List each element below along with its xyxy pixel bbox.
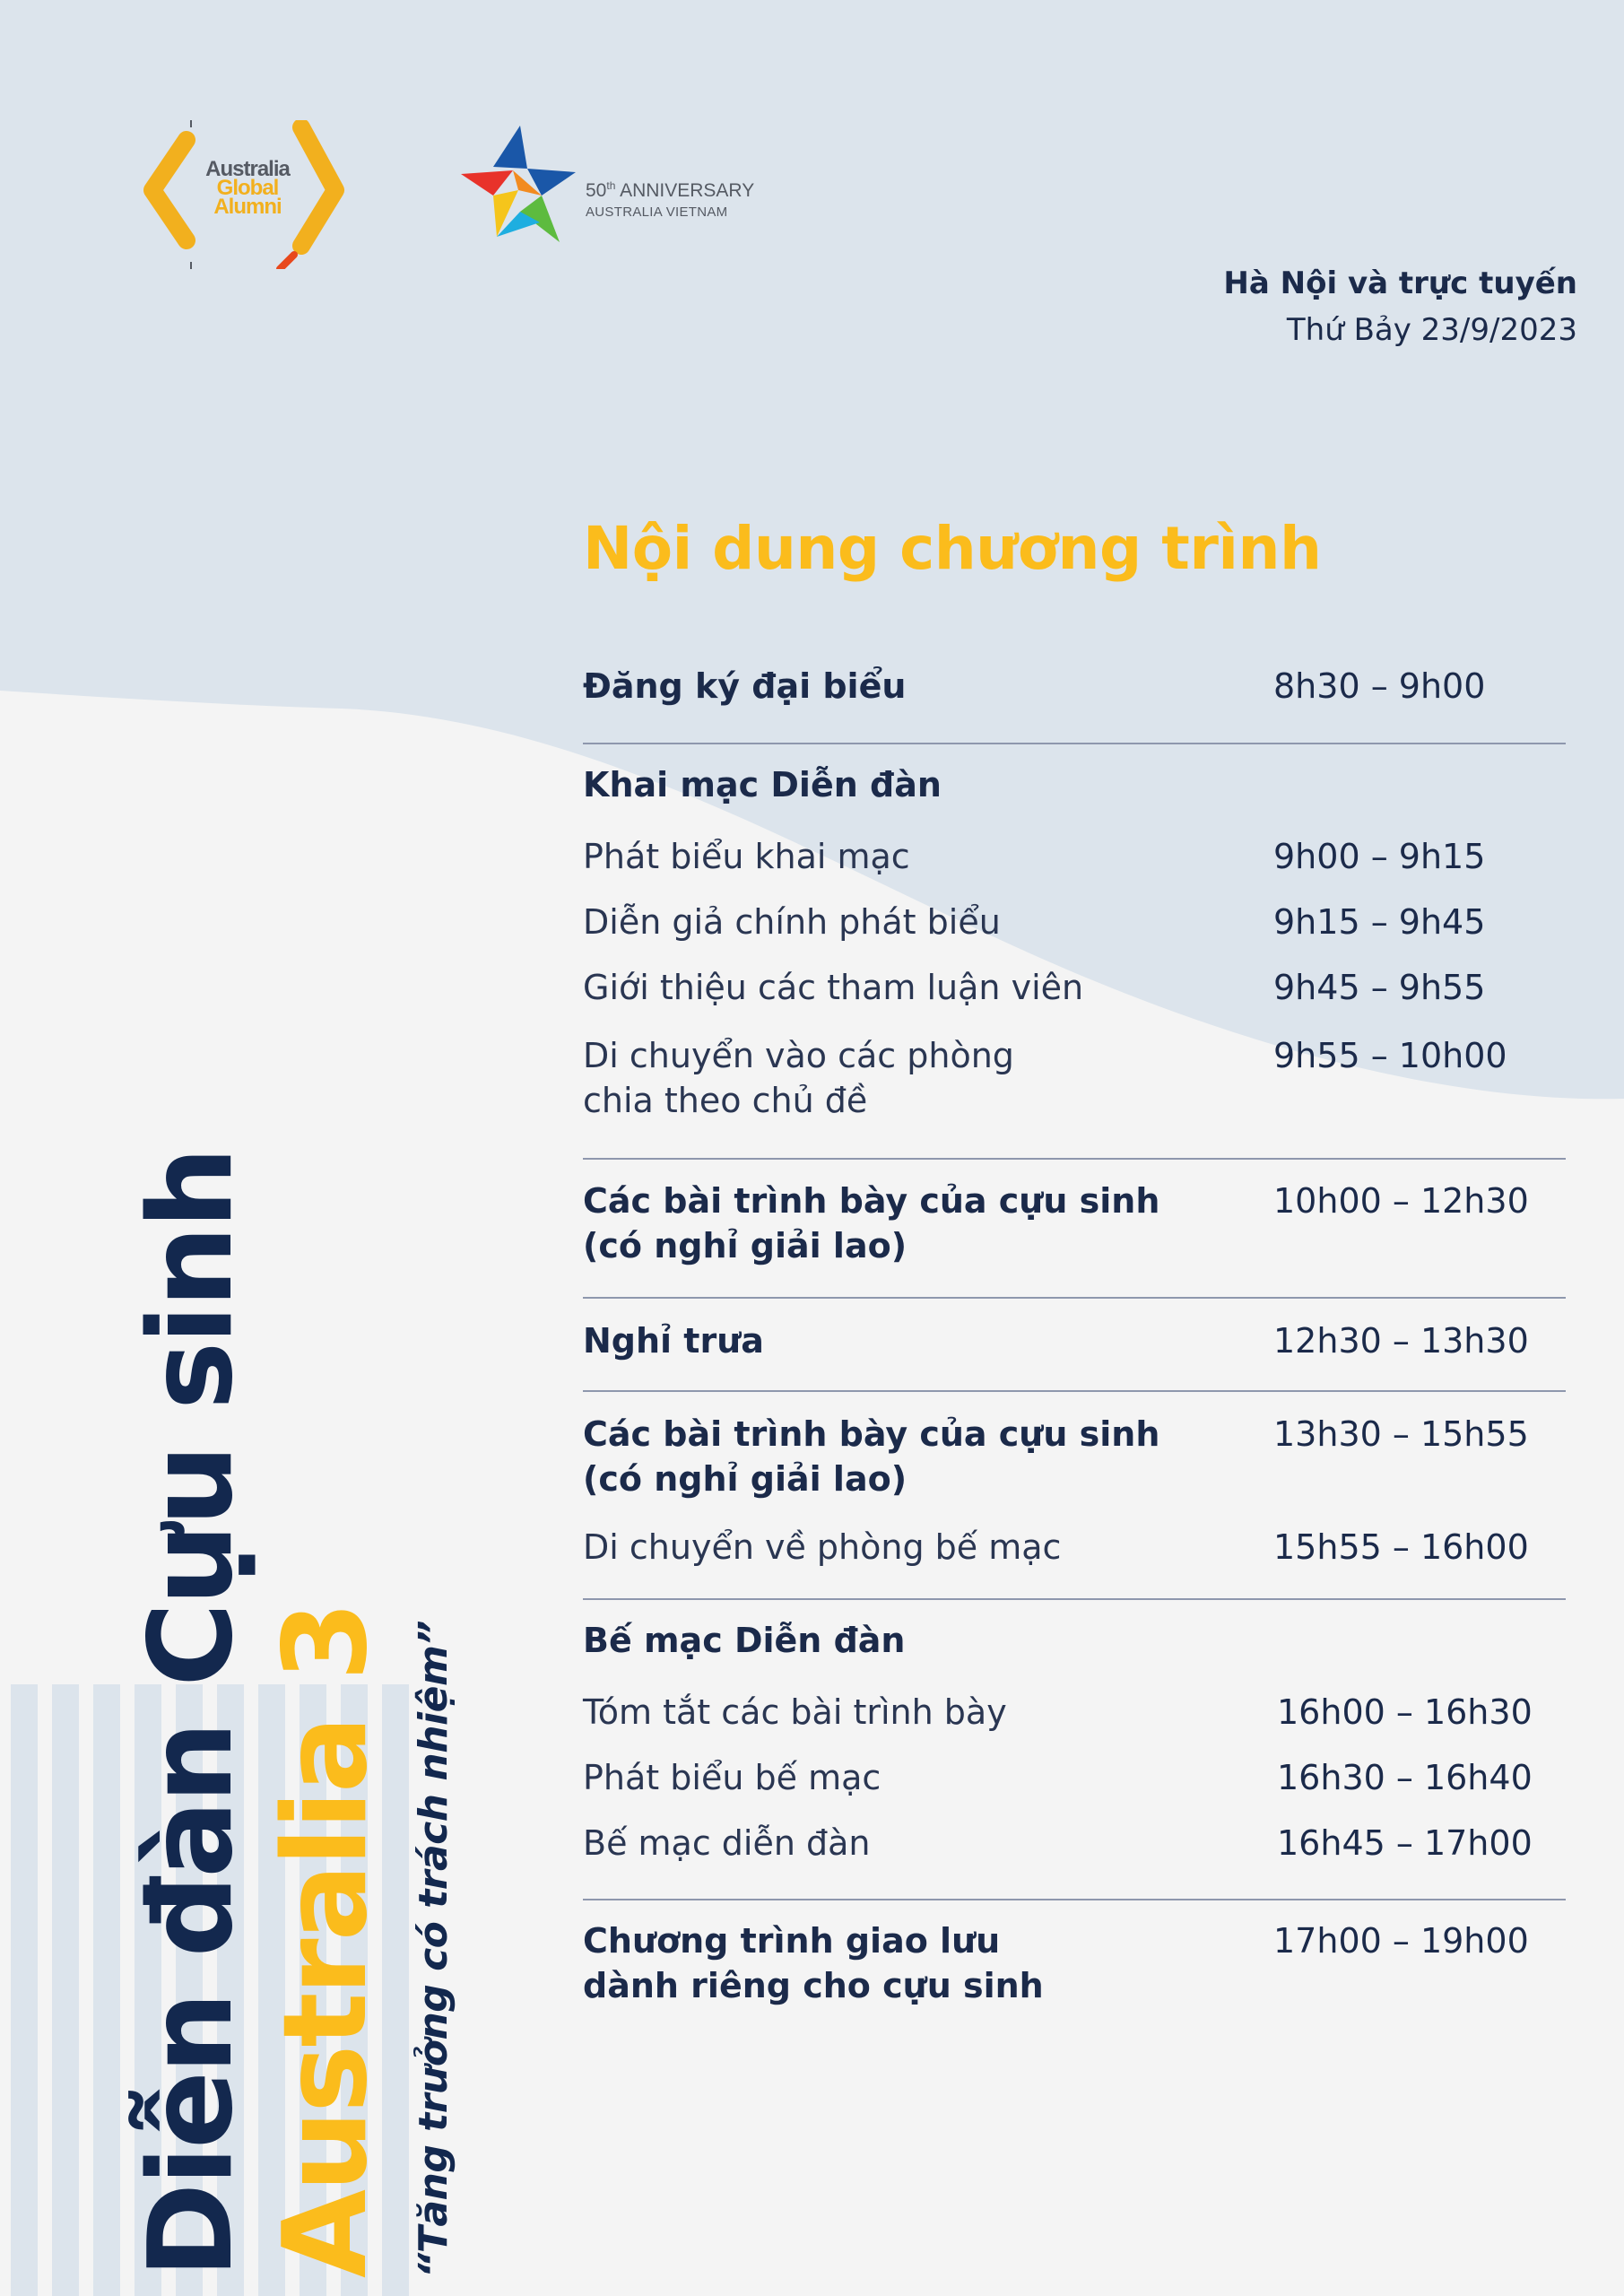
agenda-item-label: Diễn giả chính phát biểu: [583, 902, 1001, 942]
agenda-divider: [583, 1390, 1566, 1392]
aga-logo-text-3: Alumni: [213, 195, 282, 219]
agenda-divider: [583, 1598, 1566, 1600]
agenda-item-time: 17h00 – 19h00: [1273, 1921, 1529, 1961]
agenda-heading: Nội dung chương trình: [583, 514, 1322, 583]
anniversary-suffix: th: [606, 179, 616, 192]
agenda-item-label: Các bài trình bày của cựu sinh (có nghỉ giải lao): [583, 1181, 1160, 1265]
agenda-item-label: Di chuyển về phòng bế mạc: [583, 1527, 1062, 1567]
event-date: Thứ Bảy 23/9/2023: [1286, 312, 1577, 348]
agenda-item-label: Tóm tắt các bài trình bày: [583, 1692, 1007, 1732]
agenda-item-time: 9h15 – 9h45: [1273, 902, 1486, 942]
agenda-item-label: Khai mạc Diễn đàn: [583, 765, 942, 804]
anniversary-label: ANNIVERSARY: [620, 180, 755, 201]
anniversary-number: 50: [586, 180, 607, 201]
agenda-item-time: 9h45 – 9h55: [1273, 968, 1486, 1007]
australia-global-alumni-logo: [142, 120, 348, 269]
agenda-item-time: 15h55 – 16h00: [1273, 1527, 1529, 1567]
title-tagline: “Tăng trưởng có trách nhiệm”: [411, 1620, 456, 2278]
agenda-item-label: Chương trình giao lưu dành riêng cho cựu sinh: [583, 1921, 1044, 2005]
aga-logo-text-1: Australia: [205, 157, 290, 181]
agenda-divider: [583, 743, 1566, 744]
agenda-item-time: 8h30 – 9h00: [1273, 666, 1486, 706]
aga-logo-text-2: Global: [216, 176, 279, 200]
agenda-item-label: Bế mạc Diễn đàn: [583, 1621, 906, 1660]
agenda-item-label: Di chuyển vào các phòng chia theo chủ đề: [583, 1036, 1014, 1120]
agenda-item-time: 16h00 – 16h30: [1277, 1692, 1533, 1732]
event-meta: [1223, 265, 1577, 348]
agenda-divider: [583, 1158, 1566, 1160]
title-line-1: Diễn đàn Cựu sinh: [125, 1149, 258, 2278]
agenda-divider: [583, 1297, 1566, 1299]
agenda-item-label: Phát biểu khai mạc: [583, 837, 910, 876]
agenda-item-time: 10h00 – 12h30: [1273, 1181, 1529, 1221]
agenda-item-time: 16h45 – 17h00: [1277, 1823, 1533, 1863]
agenda-item-time: 9h55 – 10h00: [1273, 1036, 1507, 1075]
agenda-item-label: Đăng ký đại biểu: [583, 666, 907, 706]
agenda-item-label: Nghỉ trưa: [583, 1321, 764, 1361]
agenda-item-label: Giới thiệu các tham luận viên: [583, 968, 1084, 1007]
agenda-item-label: Các bài trình bày của cựu sinh (có nghỉ giải lao): [583, 1414, 1160, 1499]
agenda-item-label: Bế mạc diễn đàn: [583, 1823, 871, 1863]
agenda-item-time: 9h00 – 9h15: [1273, 837, 1486, 876]
agenda-item-time: 13h30 – 15h55: [1273, 1414, 1529, 1454]
anniversary-logo: [457, 122, 780, 248]
event-location: Hà Nội và trực tuyến: [1223, 265, 1577, 301]
vertical-title: [125, 1149, 456, 2278]
title-line-2: Australia 3: [259, 1604, 393, 2278]
anniversary-sub: AUSTRALIA VIETNAM: [586, 204, 728, 220]
agenda-item-time: 16h30 – 16h40: [1277, 1758, 1533, 1797]
agenda-item-label: Phát biểu bế mạc: [583, 1758, 881, 1797]
star-icon: [457, 122, 583, 248]
agenda-divider: [583, 1899, 1566, 1900]
agenda-item-time: 12h30 – 13h30: [1273, 1321, 1529, 1361]
